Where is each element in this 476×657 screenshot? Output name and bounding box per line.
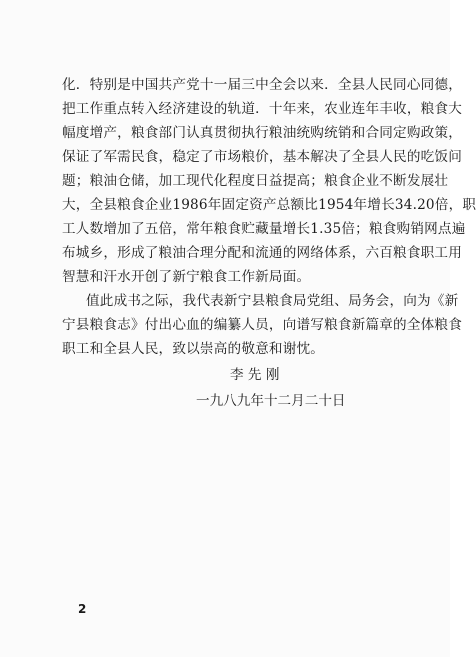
paragraph-1-line-3: 幅度增产，粮食部门认真贯彻执行粮油统购统销和合同定购政策，: [62, 125, 463, 141]
page-number: 2: [78, 602, 87, 616]
paragraph-1-line-8: 布城乡，形成了粮油合理分配和流通的网络体系，六百粮食职工用: [62, 245, 463, 261]
paragraph-2-line-3: 职工和全县人民，致以崇高的敬意和谢忱。: [62, 341, 325, 357]
paragraph-1-line-7: 工人数增加了五倍，常年粮食贮藏量增长1.35倍；粮食购销网点遍: [62, 221, 466, 237]
paragraph-1-line-4: 保证了军需民食，稳定了市场粮价，基本解决了全县人民的吃饭问: [62, 149, 463, 165]
paragraph-1-line-6: 大，全县粮食企业1986年固定资产总额比1954年增长34.20倍，职: [62, 197, 476, 213]
paragraph-1-line-1: 化．特别是中国共产党十一届三中全会以来．全县人民同心同德，: [62, 77, 463, 93]
paragraph-2-line-2: 宁县粮食志》付出心血的编纂人员，向谱写粮食新篇章的全体粮食: [62, 317, 463, 333]
signature-author: 李 先 刚: [230, 367, 280, 383]
paragraph-1-line-9: 智慧和汗水开创了新宁粮食工作新局面。: [62, 269, 311, 285]
paragraph-1-line-5: 题；粮油仓储，加工现代化程度日益提高；粮食企业不断发展壮: [62, 173, 449, 189]
paragraph-2-line-1: 值此成书之际，我代表新宁县粮食局党组、局务会，向为《新: [86, 293, 459, 309]
paragraph-1-line-2: 把工作重点转入经济建设的轨道．十年来，农业连年丰收，粮食大: [62, 101, 463, 117]
signature-date: 一九八九年十二月二十日: [196, 393, 346, 409]
